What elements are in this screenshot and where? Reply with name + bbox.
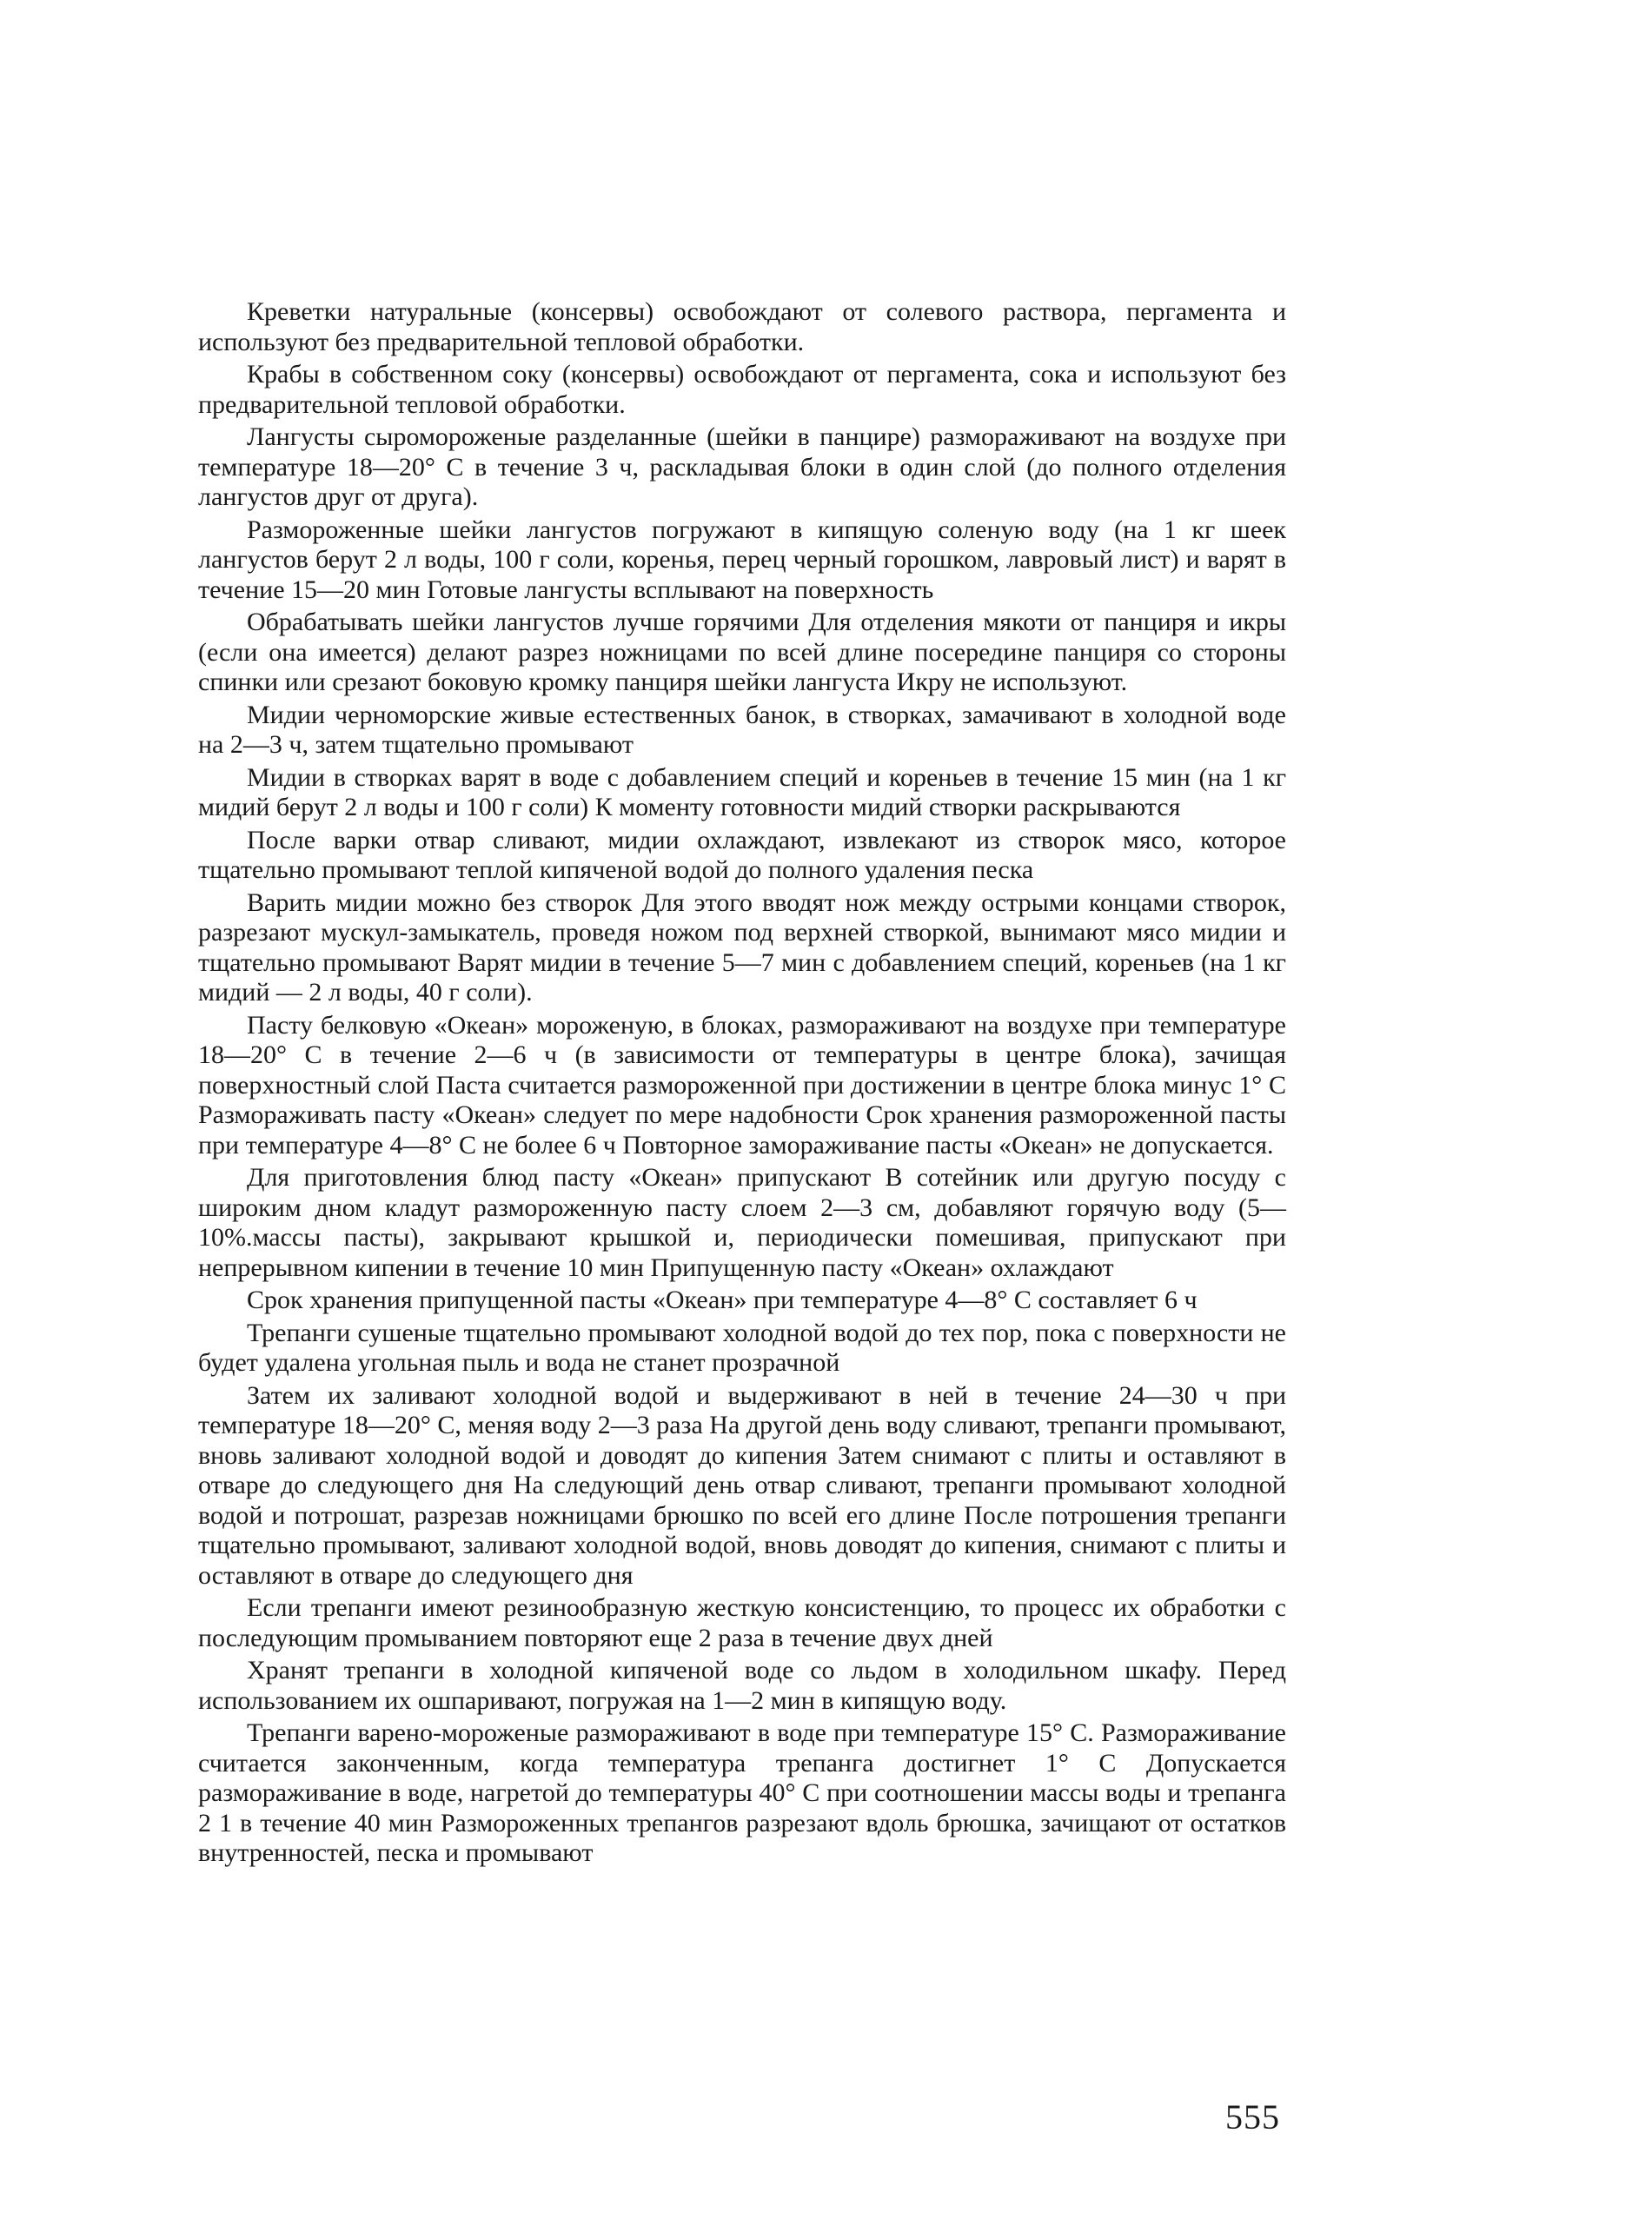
- paragraph-shrimp: Креветки натуральные (консервы) освобождают от солевого раствора, пергамента и используют без предварительной тепловой обработки.: [198, 297, 1286, 356]
- paragraph-mussels-soaking: Мидии черноморские живые естественных банок, в створках, замачивают в холодной воде на 2—3 ч, затем тщательно промывают: [198, 700, 1286, 759]
- paragraph-trepang-storage: Хранят трепанги в холодной кипяченой воде со льдом в холодильном шкафу. Перед использованием их ошпаривают, погружая на 1—2 мин в кипящую воду.: [198, 1656, 1286, 1715]
- paragraph-mussels-without-shells: Варить мидии можно без створок Для этого вводят нож между острыми концами створок, разрезают мускул-замыкатель, проведя ножом под верхней створкой, вынимают мясо мидии и тщательно промывают Варят мидии в течение 5—7 мин с добавлением специй, кореньев (на 1 кг мидий — 2 л воды, 40 г соли).: [198, 887, 1286, 1007]
- paragraph-crab: Крабы в собственном соку (консервы) освобождают от пергамента, сока и используют без предварительной тепловой обработки.: [198, 360, 1286, 419]
- paragraph-lobster-thawing: Лангусты сыромороженые разделанные (шейки в панцире) размораживают на воздухе при температуре 18—20° С в течение 3 ч, раскладывая блоки в один слой (до полного отделения лангустов друг от друга).: [198, 422, 1286, 511]
- paragraph-trepang-frozen: Трепанги варено-мороженые размораживают в воде при температуре 15° С. Размораживание считается законченным, когда температура трепанга достигнет 1° С Допускается размораживание в воде, нагретой до температуры 40° С при соотношении массы воды и трепанга 2 1 в течение 40 мин Размороженных трепангов разрезают вдоль брюшка, зачищают от остатков внутренностей, песка и промывают: [198, 1718, 1286, 1867]
- paragraph-lobster-processing: Обрабатывать шейки лангустов лучше горячими Для отделения мякоти от панциря и икры (если она имеется) делают разрез ножницами по всей длине посередине панциря со стороны спинки или срезают боковую кромку панциря шейки лангуста Икру не используют.: [198, 608, 1286, 696]
- paragraph-lobster-boiling: Размороженные шейки лангустов погружают в кипящую соленую воду (на 1 кг шеек лангустов берут 2 л воды, 100 г соли, коренья, перец черный горошком, лавровый лист) и варят в течение 15—20 мин Готовые лангусты всплывают на поверхность: [198, 515, 1286, 604]
- paragraph-ocean-paste-thawing: Пасту белковую «Океан» мороженую, в блоках, размораживают на воздухе при температуре 18—20° С в течение 2—6 ч (в зависимости от температуры в центре блока), зачищая поверхностный слой Паста считается размороженной при достижении в центре блока минус 1° С Размораживать пасту «Океан» следует по мере надобности Срок хранения размороженной пасты при температуре 4—8° С не более 6 ч Повторное замораживание пасты «Океан» не допускается.: [198, 1010, 1286, 1160]
- paragraph-ocean-paste-poaching: Для приготовления блюд пасту «Океан» припускают В сотейник или другую посуду с широким дном кладут размороженную пасту слоем 2—3 см, добавляют горячую воду (5—10%.массы пасты), закрывают крышкой и, периодически помешивая, припускают при непрерывном кипении в течение 10 мин Припущенную пасту «Океан» охлаждают: [198, 1163, 1286, 1282]
- paragraph-mussels-after-boiling: После варки отвар сливают, мидии охлаждают, извлекают из створок мясо, которое тщательно промывают теплой кипяченой водой до полного удаления песка: [198, 825, 1286, 884]
- paragraph-mussels-boiling: Мидии в створках варят в воде с добавлением специй и кореньев в течение 15 мин (на 1 кг мидий берут 2 л воды и 100 г соли) К моменту готовности мидий створки раскрываются: [198, 762, 1286, 821]
- paragraph-trepang-soaking: Затем их заливают холодной водой и выдерживают в ней в течение 24—30 ч при температуре 18—20° С, меняя воду 2—3 раза На другой день воду сливают, трепанги промывают, вновь заливают холодной водой и доводят до кипения Затем снимают с плиты и оставляют в отваре до следующего дня На следующий день отвар сливают, трепанги промывают холодной водой и потрошат, разрезав ножницами брюшко по всей его длине После потрошения трепанги тщательно промывают, заливают холодной водой, вновь доводят до кипения, снимают с плиты и оставляют в отваре до следующего дня: [198, 1380, 1286, 1590]
- paragraph-trepang-washing: Трепанги сушеные тщательно промывают холодной водой до тех пор, пока с поверхности не будет удалена угольная пыль и вода не станет прозрачной: [198, 1318, 1286, 1377]
- paragraph-ocean-paste-storage: Срок хранения припущенной пасты «Океан» при температуре 4—8° С составляет 6 ч: [247, 1286, 1198, 1314]
- page-number: 555: [1225, 2097, 1280, 2137]
- paragraph-trepang-repeat: Если трепанги имеют резинообразную жесткую консистенцию, то процесс их обработки с последующим промыванием повторяют еще 2 раза в течение двух дней: [198, 1593, 1286, 1652]
- body-text: [198, 297, 1286, 1871]
